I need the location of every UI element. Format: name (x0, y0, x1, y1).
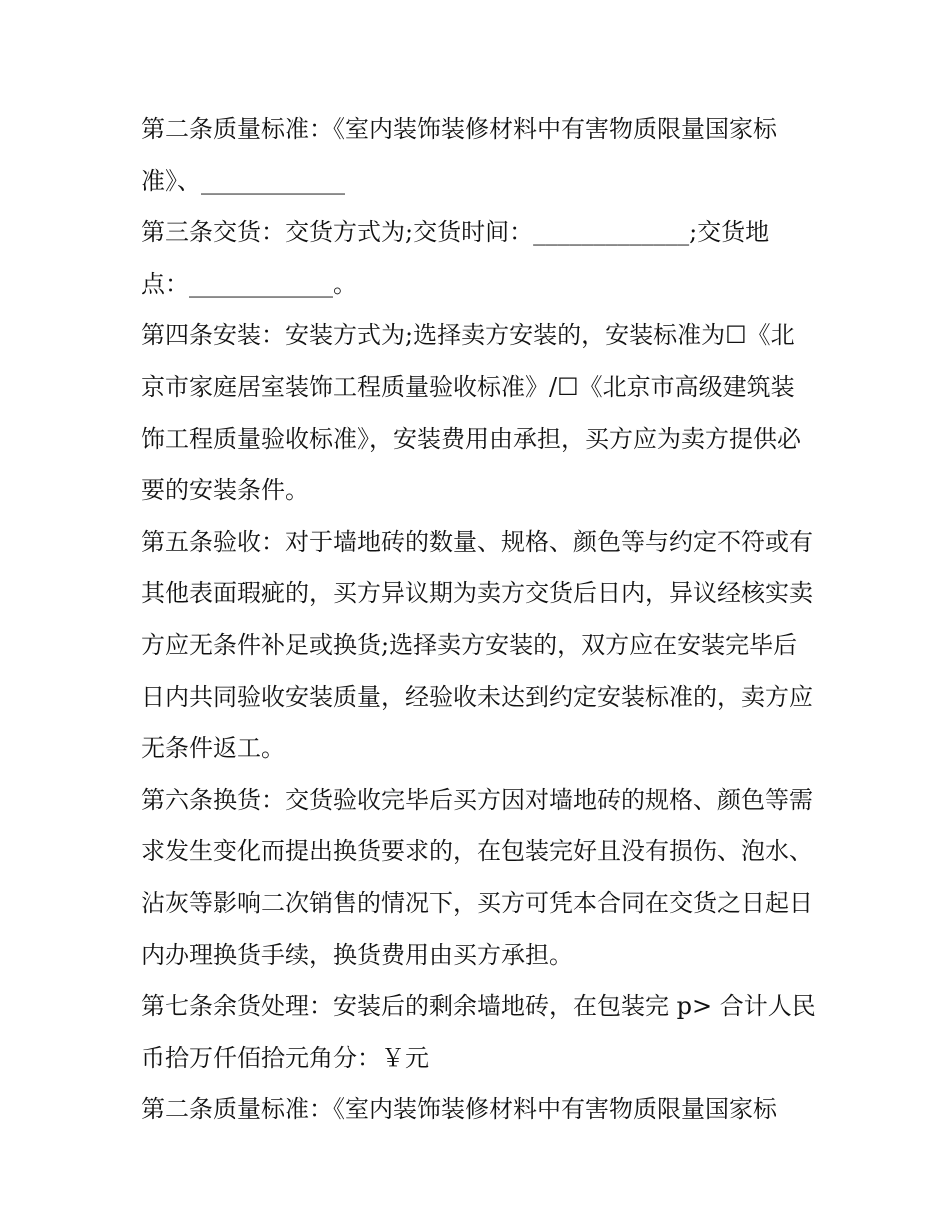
clause-installation: 第四条安装：安装方式为;选择卖方安装的，安装标准为☐《北京市家庭居室装饰工程质量验收标准》/☐《北京市高级建筑装饰工程质量验收标准》，安装费用由承担，买方应为卖方提供必要的安装条件。 (141, 321, 801, 505)
clause-acceptance: 第五条验收：对于墙地砖的数量、规格、颜色等与约定不符或有其他表面瑕疵的，买方异议期为卖方交货后日内，异议经核实卖方应无条件补足或换货;选择卖方安装的，双方应在安装完毕后日内共同验收安装质量，经验收未达到约定安装标准的，卖方应无条件返工。 (141, 527, 813, 763)
clause-delivery: 第三条交货：交货方式为;交货时间：_____________;交货地点：____________。 (141, 218, 770, 298)
clause-exchange: 第六条换货：交货验收完毕后买方因对墙地砖的规格、颜色等需求发生变化而提出换货要求的，在包装完好且没有损伤、泡水、沾灰等影响二次销售的情况下，买方可凭本合同在交货之日起日内办理换货手续，换货费用由买方承担。 (141, 785, 813, 969)
clause-quality-standard-repeat: 第二条质量标准：《室内装饰装修材料中有害物质限量国家标 (141, 1095, 777, 1124)
clause-remaining-goods: 第七条余货处理：安装后的剩余墙地砖，在包装完 p> 合计人民币拾万仟佰拾元角分：￥元 (141, 992, 816, 1072)
document-body (141, 104, 816, 1136)
clause-quality-standard: 第二条质量标准：《室内装饰装修材料中有害物质限量国家标准》、____________ (141, 115, 777, 195)
